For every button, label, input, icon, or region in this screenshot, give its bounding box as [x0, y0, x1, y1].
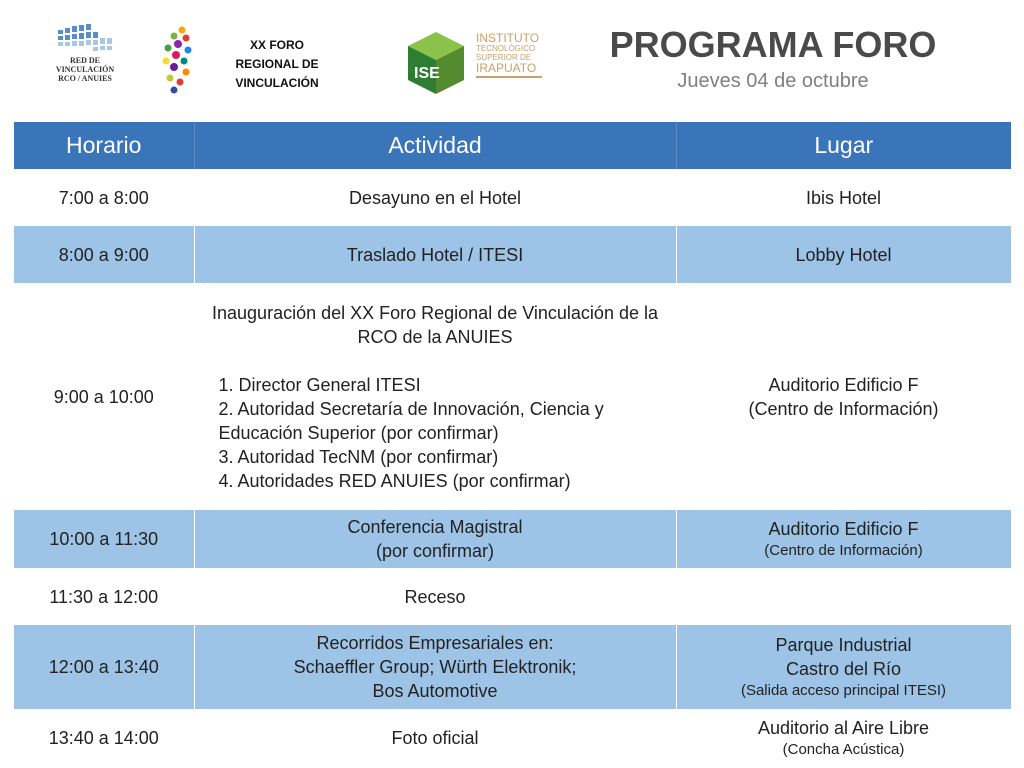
place-line: Auditorio Edificio F [768, 374, 919, 395]
itesi-underline [476, 76, 542, 78]
activity-cell: Foto oficial [194, 709, 676, 767]
table-row [14, 226, 1011, 283]
place-line: Auditorio Edificio F [768, 519, 919, 539]
activity-line: Bos Automotive [372, 681, 498, 701]
itesi-logo-letters: ISE [414, 65, 440, 82]
place-cell: Lobby Hotel [676, 226, 1011, 283]
itesi-wordmark [476, 32, 548, 78]
time-cell: 8:00 a 9:00 [14, 226, 194, 283]
inauguration-title: Inauguración del XX Foro Regional de Vinculación de la RCO de la ANUIES [212, 302, 658, 347]
program-date: Jueves 04 de octubre [677, 70, 869, 92]
activity-cell [194, 283, 676, 510]
activity-cell: Desayuno en el Hotel [194, 169, 676, 226]
place-cell [676, 510, 1011, 568]
column-header-lugar: Lugar [676, 122, 1011, 169]
activity-line: Conferencia Magistral [347, 517, 523, 537]
place-line: Auditorio al Aire Libre [757, 718, 930, 738]
column-header-actividad: Actividad [194, 122, 676, 169]
time-cell: 11:30 a 12:00 [14, 568, 194, 625]
time-cell: 12:00 a 13:40 [14, 625, 194, 709]
list-item: 1. Director General ITESI [218, 374, 421, 395]
program-title: PROGRAMA FORO [609, 24, 937, 65]
time-cell: 10:00 a 11:30 [14, 510, 194, 568]
place-cell [676, 568, 1011, 625]
table-row [14, 709, 1011, 767]
place-note: (Salida acceso principal ITESI) [740, 682, 947, 699]
red-vinculacion-logo [50, 24, 120, 94]
itesi-cube-logo-icon [400, 30, 472, 96]
table-row [14, 169, 1011, 226]
table-header-row [14, 122, 1011, 169]
activity-cell [194, 510, 676, 568]
place-line: (Centro de Información) [748, 398, 939, 419]
activity-cell: Traslado Hotel / ITESI [194, 226, 676, 283]
list-item: 4. Autoridades RED ANUIES (por confirmar) [218, 470, 571, 491]
list-item: 3. Autoridad TecNM (por confirmar) [218, 446, 499, 467]
activity-cell [194, 625, 676, 709]
activity-cell: Receso [194, 568, 676, 625]
place-note: (Centro de Información) [764, 542, 923, 559]
place-line: Castro del Río [785, 659, 902, 679]
column-header-horario: Horario [14, 122, 194, 169]
itesi-line-2: TECNOLÓGICO [476, 44, 536, 53]
place-cell: Ibis Hotel [676, 169, 1011, 226]
table-row [14, 625, 1011, 709]
place-cell [676, 283, 1011, 510]
activity-line: Recorridos Empresariales en: [316, 633, 554, 653]
activity-line: Schaeffler Group; Würth Elektronik; [293, 657, 577, 677]
itesi-line-3: SUPERIOR DE [476, 53, 532, 62]
foro-title: XX FORO REGIONAL DE VINCULACIÓN [235, 38, 319, 90]
time-cell: 13:40 a 14:00 [14, 709, 194, 767]
time-cell: 9:00 a 10:00 [14, 283, 194, 510]
place-line: Parque Industrial [775, 635, 912, 655]
itesi-line-4: IRAPUATO [476, 61, 537, 75]
place-cell [676, 625, 1011, 709]
itesi-line-1: INSTITUTO [476, 31, 540, 45]
list-item: 2. Autoridad Secretaría de Innovación, Ciencia y Educación Superior (por confirmar) [218, 398, 604, 443]
red-vinculacion-text: RED DE VINCULACIÓN RCO / ANUIES [55, 56, 115, 83]
authorities-list [201, 373, 670, 493]
table-row [14, 283, 1011, 510]
time-cell: 7:00 a 8:00 [14, 169, 194, 226]
schedule-table [14, 122, 1012, 767]
grid-globe-icon [56, 24, 114, 52]
foro-dots-logo-icon [160, 26, 196, 96]
table-row [14, 568, 1011, 625]
activity-line: (por confirmar) [375, 541, 495, 561]
place-note: (Concha Acústica) [782, 741, 905, 758]
table-row [14, 510, 1011, 568]
place-cell [676, 709, 1011, 767]
header [0, 0, 1024, 120]
